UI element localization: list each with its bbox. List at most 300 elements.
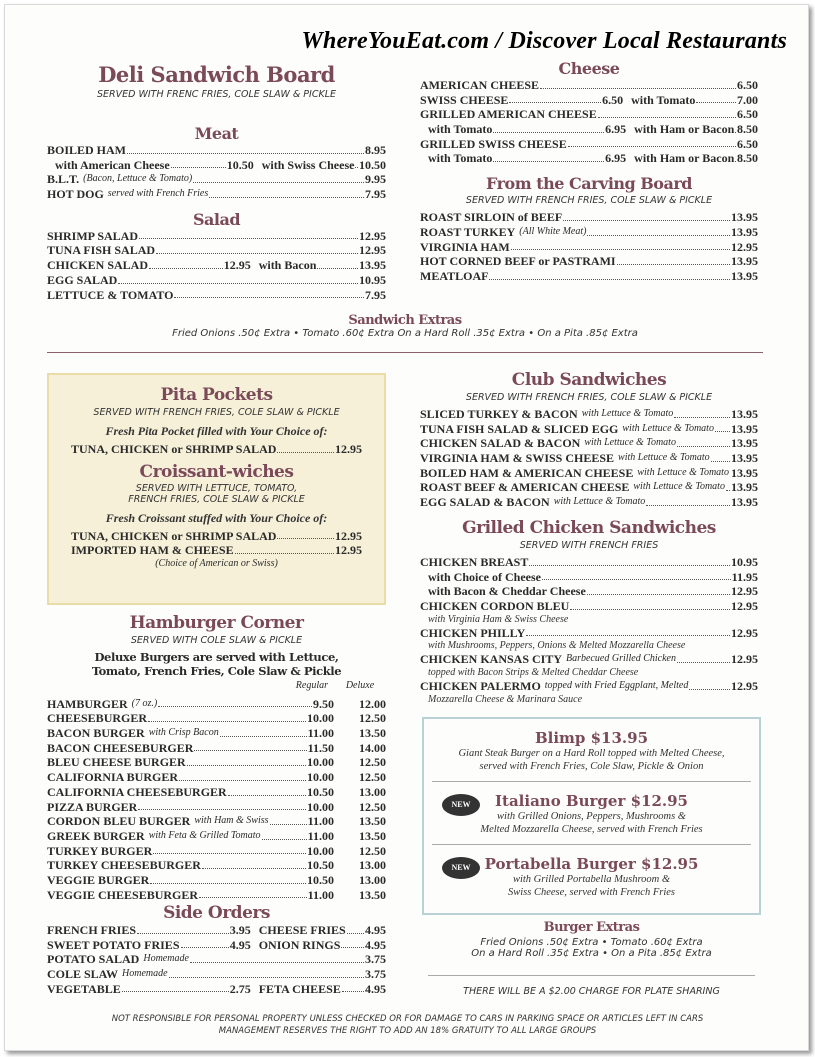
dot-leader [587, 584, 730, 595]
menu-item [47, 785, 386, 800]
item-note: Homemade [122, 968, 168, 980]
dot-leader [715, 422, 730, 433]
item-price: 10.00 [307, 755, 334, 770]
menu-item-segment [420, 93, 623, 108]
menu-item-segment [47, 711, 334, 726]
dot-leader [735, 151, 736, 162]
dot-leader [711, 451, 730, 462]
menu-item-segment [420, 269, 758, 284]
item-price: 6.50 [737, 136, 758, 151]
menu-item [47, 829, 386, 844]
menu-item-segment [428, 151, 626, 166]
pita-subtitle: SERVED WITH FRENCH FRIES, COLE SLAW & PICKLE [93, 407, 340, 418]
menu-item-segment [71, 543, 362, 558]
item-name: IMPORTED HAM & CHEESE [71, 543, 234, 558]
item-price: 10.50 [307, 872, 334, 887]
carving-heading: From the Carving Board [486, 174, 692, 194]
menu-item [47, 697, 386, 712]
menu-item [47, 923, 386, 938]
menu-item [420, 78, 758, 93]
dot-leader [587, 225, 730, 236]
dot-leader [138, 800, 306, 811]
item-price: 12.95 [335, 528, 362, 543]
price-column-headers [47, 680, 386, 695]
menu-item-segment [47, 873, 334, 888]
menu-item-segment [420, 626, 758, 641]
item-name: with American Cheese [55, 157, 170, 172]
pita-blurb: Fresh Pita Pocket filled with Your Choice of: [105, 424, 328, 438]
dot-leader [563, 210, 730, 221]
item-name: with Tomato [631, 92, 696, 107]
item-name: VIRGINIA HAM [420, 239, 510, 254]
dot-leader [181, 938, 229, 949]
special-italiano [432, 781, 751, 844]
item-name: with Tomato [428, 151, 493, 166]
item-name: COLE SLAW [47, 967, 119, 982]
menu-item-segment [47, 143, 386, 158]
item-name: TUNA, CHICKEN or SHRIMP SALAD [71, 442, 277, 456]
dot-leader [277, 529, 334, 540]
dot-leader [262, 829, 307, 840]
menu-item [47, 952, 386, 967]
item-note: topped with Fried Eggplant, Melted [544, 679, 689, 691]
deli-title: Deli Sandwich Board [98, 62, 335, 87]
club-list [420, 407, 758, 510]
menu-item-segment [47, 697, 334, 712]
menu-item-segment [420, 652, 758, 667]
menu-item-segment [47, 938, 251, 953]
footer-gratuity: MANAGEMENT RESERVES THE RIGHT TO ADD AN 18% GRATUITY TO ALL LARGE GROUPS [218, 1026, 597, 1036]
menu-item [47, 143, 386, 158]
dot-leader [228, 785, 306, 796]
croissant-list [71, 529, 362, 558]
item-name: CHICKEN PALERMO [420, 678, 541, 693]
dot-leader [677, 436, 730, 447]
croissant-blurb: Fresh Croissant stuffed with Your Choice of: [105, 510, 328, 525]
item-name: CHICKEN BREAST [420, 554, 529, 569]
menu-item [47, 288, 386, 303]
item-name: with Bacon & Cheddar Cheese [428, 584, 586, 599]
dot-leader [355, 158, 358, 169]
item-price: 13.95 [731, 480, 758, 495]
menu-item-segment [631, 93, 758, 108]
sides-heading: Side Orders [163, 903, 270, 923]
menu-item [71, 442, 362, 457]
item-price: 7.95 [365, 187, 386, 202]
item-name: SHRIMP SALAD [47, 228, 139, 243]
item-price: 4.95 [365, 923, 386, 937]
menu-item [420, 254, 758, 269]
special-desc: Swiss Cheese, served with French Fries [507, 887, 675, 898]
item-price: 9.50 [313, 696, 334, 711]
item-price: 9.95 [365, 172, 386, 187]
club-subtitle: SERVED WITH FRENCH FRIES, COLE SLAW & PICKLE [465, 392, 713, 403]
menu-item [47, 800, 386, 815]
item-description: Mozzarella Cheese & Marinara Sauce [428, 693, 583, 705]
burger-extras-line1: Fried Onions .50¢ Extra • Tomato .60¢ Extra [480, 937, 703, 948]
item-name: CHICKEN SALAD & BACON [420, 436, 581, 451]
item-price: 3.95 [229, 923, 251, 937]
menu-item [420, 269, 758, 284]
dot-leader [153, 844, 306, 855]
item-name: EGG SALAD & BACON [420, 495, 550, 510]
item-price: 13.95 [731, 495, 758, 510]
dot-leader [277, 442, 334, 453]
dot-leader [696, 93, 736, 104]
menu-item-segment [47, 172, 386, 187]
menu-item-segment [420, 78, 758, 93]
item-price: 10.50 [359, 157, 386, 172]
menu-item-segment [47, 967, 386, 982]
deluxe-price: 12.50 [359, 711, 386, 726]
menu-item-segment [420, 466, 758, 481]
item-price: 6.95 [605, 151, 627, 166]
menu-item [47, 844, 386, 859]
menu-item-segment [47, 858, 334, 873]
dot-leader [511, 240, 730, 251]
dot-leader [540, 78, 736, 89]
meat-heading: Meat [194, 124, 239, 143]
dot-leader [148, 711, 306, 722]
menu-item-segment [420, 254, 758, 269]
menu-item-segment [47, 844, 334, 859]
deluxe-price: 12.50 [359, 770, 386, 785]
cheese-section [420, 59, 758, 284]
pita-heading: Pita Pockets [160, 385, 273, 405]
item-name: FRENCH FRIES [47, 923, 137, 937]
item-name: TURKEY BURGER [47, 843, 153, 858]
menu-item-segment [47, 273, 386, 288]
sides-section [47, 903, 386, 996]
item-price: 6.95 [605, 122, 627, 137]
item-name: GRILLED SWISS CHEESE [420, 136, 567, 151]
item-name: MEATLOAF [420, 268, 489, 283]
item-price: 12.95 [731, 625, 758, 640]
item-price: 12.95 [359, 228, 386, 243]
new-badge: NEW [442, 857, 480, 879]
menu-item [420, 240, 758, 255]
item-price: 13.95 [731, 407, 758, 421]
menu-item-segment [420, 240, 758, 255]
item-name: EGG SALAD [47, 272, 118, 287]
salad-heading: Salad [192, 209, 241, 229]
item-name: POTATO SALAD [47, 952, 140, 967]
menu-item [420, 584, 758, 599]
item-name: SWISS CHEESE [420, 92, 509, 107]
menu-item [47, 967, 386, 982]
meat-list [47, 143, 386, 202]
menu-item [420, 626, 758, 641]
deluxe-price: 12.00 [359, 696, 386, 711]
dot-leader [137, 923, 229, 934]
dot-leader [342, 982, 364, 993]
special-title: Italiano Burger $12.95 [495, 792, 688, 810]
dot-leader [193, 172, 364, 183]
dot-leader [509, 93, 601, 104]
section-divider [47, 352, 763, 353]
item-price: 13.95 [731, 224, 758, 239]
carving-list [420, 210, 758, 283]
item-price: 2.75 [229, 981, 251, 996]
menu-item-segment [47, 187, 386, 202]
hamburger-list [47, 697, 386, 903]
hamburger-subtitle: SERVED WITH COLE SLAW & PICKLE [130, 635, 303, 646]
item-price: 12.95 [731, 652, 758, 667]
item-price: 12.95 [731, 584, 758, 599]
item-note: with Ham & Swiss [194, 815, 269, 827]
item-note: (All White Meat) [519, 225, 587, 237]
menu-item-segment [428, 570, 758, 585]
item-name: SWEET POTATO FRIES [47, 937, 180, 952]
deluxe-blurb-line1: Deluxe Burgers are served with Lettuce, [94, 650, 339, 664]
menu-item-segment [71, 442, 362, 457]
menu-item [47, 938, 386, 953]
dot-leader [646, 495, 730, 506]
menu-item [47, 243, 386, 258]
deluxe-price: 12.50 [359, 799, 386, 814]
pita-croissant-box [47, 373, 386, 605]
item-note: with Lettuce & Tomato [584, 437, 676, 449]
item-name: PIZZA BURGER [47, 799, 138, 814]
menu-item [47, 888, 386, 903]
menu-item [420, 436, 758, 451]
item-price: 11.00 [307, 887, 334, 902]
menu-item [420, 422, 758, 437]
item-description: with Mushrooms, Peppers, Onions & Melted Mozzarella Cheese [428, 640, 686, 652]
menu-item-segment [428, 584, 758, 599]
menu-item-segment [71, 529, 362, 544]
croissant-heading: Croissant-wiches [139, 461, 294, 482]
dot-leader [735, 122, 736, 133]
item-name: CORDON BLEU BURGER [47, 814, 191, 829]
menu-item [47, 814, 386, 829]
item-note: served with French Fries [107, 188, 209, 200]
menu-item [47, 229, 386, 244]
dot-leader [677, 652, 730, 663]
item-name: HOT CORNED BEEF or PASTRAMI [420, 254, 616, 269]
deluxe-price: 13.00 [359, 858, 386, 873]
item-name: FETA CHEESE [258, 981, 341, 996]
item-name: GREEK BURGER [47, 828, 145, 843]
cheese-heading: Cheese [558, 59, 620, 78]
item-name: ROAST BEEF & AMERICAN CHEESE [420, 480, 630, 495]
plate-sharing-notice: THERE WILL BE A $2.00 CHARGE FOR PLATE SHARING [463, 986, 720, 997]
menu-item-segment [420, 436, 758, 451]
item-note: with Lettuce & Tomato [618, 452, 710, 464]
croissant-subtitle-1: SERVED WITH LETTUCE, TOMATO, [135, 482, 298, 494]
dot-leader [202, 858, 306, 869]
menu-item [420, 407, 758, 422]
item-name: BLEU CHEESE BURGER [47, 755, 186, 770]
menu-item [420, 107, 758, 122]
hamburger-section [47, 613, 386, 902]
menu-item-segment [420, 210, 758, 225]
item-name: CALIFORNIA BURGER [47, 770, 179, 785]
item-name: VEGGIE CHEESEBURGER [47, 887, 199, 902]
dot-leader [169, 967, 364, 978]
dot-leader [493, 122, 604, 133]
menu-item-segment [47, 800, 334, 815]
item-price: 3.75 [365, 952, 386, 967]
item-price: 11.95 [731, 569, 758, 584]
dot-leader [150, 873, 306, 884]
item-name: CHEESEBURGER [47, 711, 148, 726]
menu-item-segment [634, 122, 758, 137]
dot-leader [187, 755, 306, 766]
item-price: 12.95 [335, 543, 362, 558]
dot-leader [493, 151, 604, 162]
footer-disclaimer: NOT RESPONSIBLE FOR PERSONAL PROPERTY UNLESS CHECKED OR FOR DAMAGE TO CARS IN PARKING SPACE OR ARTICLES LEFT IN CARS [111, 1014, 704, 1024]
specials-box [422, 717, 761, 915]
item-name: BOILED HAM [47, 143, 127, 157]
item-name: BACON CHEESEBURGER [47, 740, 194, 755]
item-name: CHICKEN CORDON BLEU [420, 598, 570, 613]
chicken-subtitle: SERVED WITH FRENCH FRIES [519, 539, 659, 551]
dot-leader [199, 888, 307, 899]
item-price: 10.50 [226, 157, 254, 172]
menu-item-segment [47, 770, 334, 785]
deluxe-price: 13.00 [359, 872, 386, 887]
dot-leader [118, 273, 358, 284]
item-price: 13.95 [731, 465, 758, 480]
menu-item-segment [420, 225, 758, 240]
item-price: 10.95 [359, 272, 386, 287]
item-name: with Choice of Cheese [428, 569, 541, 584]
item-name: TUNA, CHICKEN or SHRIMP SALAD [71, 528, 277, 543]
item-name: with Ham or Bacon [634, 151, 735, 166]
item-price: 10.50 [307, 858, 334, 873]
item-name: TUNA FISH SALAD [47, 243, 156, 258]
item-note: Barbecued Grilled Chicken [566, 653, 676, 665]
menu-item [47, 158, 386, 173]
item-price: 6.50 [737, 78, 758, 92]
menu-item-segment [420, 107, 758, 122]
item-description: topped with Bacon Strips & Melted Cheddar Cheese [428, 666, 639, 678]
menu-item [420, 122, 758, 137]
chicken-heading: Grilled Chicken Sandwiches [462, 517, 716, 538]
item-name: SLICED TURKEY & BACON [420, 407, 578, 421]
menu-item-segment [47, 243, 386, 258]
item-price: 3.75 [365, 967, 386, 982]
menu-item-segment [259, 938, 386, 953]
item-price: 10.95 [731, 554, 758, 569]
item-price: 12.95 [731, 598, 758, 613]
deli-subtitle: SERVED WITH FRENC FRIES, COLE SLAW & PICKLE [96, 89, 337, 100]
item-name: BOILED HAM & AMERICAN CHEESE [420, 465, 634, 480]
dot-leader [568, 137, 736, 148]
special-title: Portabella Burger $12.95 [484, 855, 699, 873]
menu-item [420, 495, 758, 510]
menu-item-segment [47, 952, 386, 967]
cheese-list [420, 78, 758, 166]
item-name: VIRGINIA HAM & SWISS CHEESE [420, 451, 615, 466]
item-name: ROAST SIRLOIN of BEEF [420, 210, 563, 225]
menu-item-segment [420, 451, 758, 466]
deluxe-blurb [47, 650, 386, 678]
dot-leader [347, 923, 364, 934]
special-blimp [424, 719, 759, 781]
menu-item [47, 172, 386, 187]
dot-leader [598, 107, 736, 118]
menu-item [47, 726, 386, 741]
item-name: BACON BURGER [47, 726, 145, 741]
item-name: CHICKEN SALAD [47, 258, 149, 273]
special-desc: served with French Fries, Cole Slaw, Pickle & Onion [479, 761, 704, 772]
dot-leader [179, 770, 306, 781]
menu-item [47, 187, 386, 202]
item-note: with Lettuce & Tomato [553, 496, 646, 508]
deluxe-price: 14.00 [359, 740, 386, 755]
item-name: TURKEY CHEESEBURGER [47, 858, 201, 873]
special-desc: Giant Steak Burger on a Hard Roll topped with Melted Cheese, [458, 748, 725, 759]
item-price: 4.95 [365, 937, 386, 952]
deluxe-price: 13.50 [359, 726, 386, 741]
dot-leader [617, 254, 730, 265]
dot-leader [149, 258, 223, 269]
item-name: CHICKEN PHILLY [420, 625, 526, 640]
item-note: with Lettuce & Tomato [633, 481, 725, 493]
item-price: 13.95 [731, 421, 758, 436]
item-price: 10.00 [307, 770, 334, 785]
dot-leader [529, 555, 730, 566]
item-price: 13.95 [359, 258, 386, 273]
menu-item [420, 652, 758, 667]
menu-item [47, 982, 386, 997]
item-price: 12.95 [359, 243, 386, 258]
menu-item-segment [420, 480, 758, 495]
item-price: 8.50 [737, 151, 758, 166]
menu-item [420, 225, 758, 240]
site-banner: WhereYouEat.com / Discover Local Restaurants [301, 28, 787, 54]
menu-item-segment [47, 829, 334, 844]
menu-item [47, 711, 386, 726]
item-name: HOT DOG [47, 187, 104, 202]
club-section [420, 370, 758, 706]
extras-divider [428, 975, 755, 976]
item-note: with Crisp Bacon [148, 727, 219, 739]
burger-extras-heading: Burger Extras [543, 920, 640, 935]
deluxe-price: 12.50 [359, 843, 386, 858]
item-price: 11.00 [307, 814, 334, 829]
item-price: 6.50 [737, 107, 758, 122]
deluxe-header: Deluxe [345, 680, 375, 691]
item-price: 10.00 [307, 843, 334, 858]
item-price: 13.95 [731, 451, 758, 466]
deluxe-price: 12.50 [359, 755, 386, 770]
dot-leader [570, 599, 730, 610]
item-note: Homemade [143, 953, 189, 965]
item-price: 7.95 [365, 287, 386, 302]
menu-item [420, 451, 758, 466]
item-name: CALIFORNIA CHEESEBURGER [47, 784, 227, 799]
menu-item [47, 770, 386, 785]
sides-list [47, 923, 386, 996]
menu-item-segment [47, 258, 251, 273]
menu-item-segment [47, 229, 386, 244]
menu-item-segment [420, 679, 758, 694]
menu-item [420, 679, 758, 694]
item-name: TUNA FISH SALAD & SLICED EGG [420, 421, 619, 436]
menu-item [47, 755, 386, 770]
item-price: 13.95 [731, 268, 758, 283]
dot-leader [689, 679, 730, 690]
dot-leader [190, 952, 364, 963]
menu-item-segment [259, 982, 386, 997]
item-name: LETTUCE & TOMATO [47, 287, 174, 302]
dot-leader [171, 158, 226, 169]
item-name: GRILLED AMERICAN CHEESE [420, 107, 597, 122]
croissant-subtitle-2: FRENCH FRIES, COLE SLAW & PICKLE [128, 493, 305, 505]
